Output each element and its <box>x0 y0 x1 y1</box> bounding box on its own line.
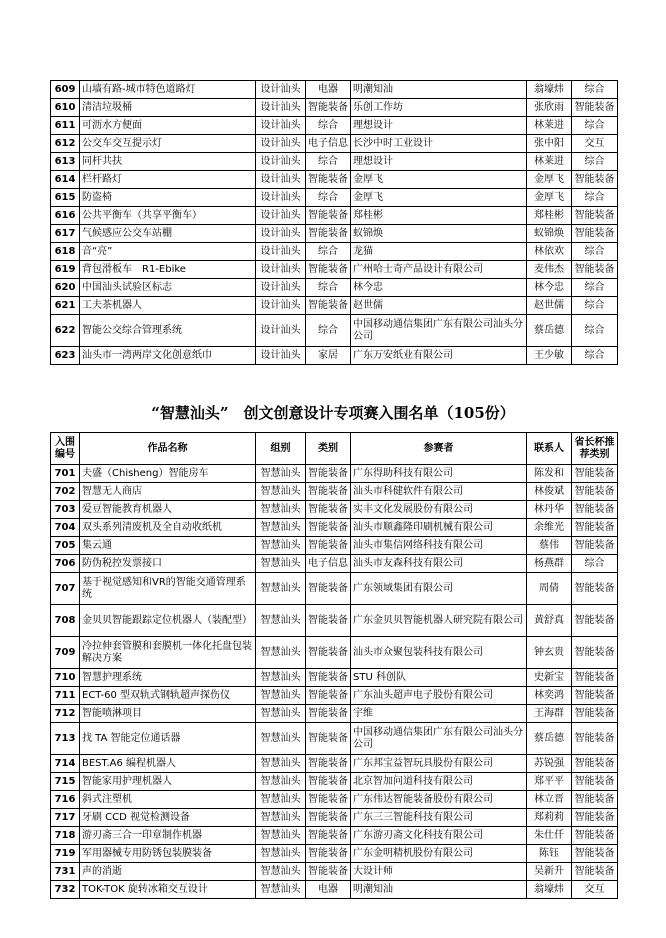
cell-recommendation: 智能装备 <box>572 845 618 863</box>
cell-recommendation: 综合 <box>572 297 618 315</box>
cell-num: 619 <box>51 261 80 279</box>
cell-recommendation: 交互 <box>572 135 618 153</box>
cell-name: 防盗椅 <box>80 189 256 207</box>
table-row <box>51 519 618 537</box>
table-row <box>51 153 618 171</box>
table-row <box>51 881 618 899</box>
cell-group: 智慧汕头 <box>256 537 306 555</box>
cell-num: 623 <box>51 347 80 365</box>
cell-name: 智能喷淋项目 <box>80 705 256 723</box>
cell-name: 声的消逝 <box>80 863 256 881</box>
cell-contact: 金厚飞 <box>527 189 572 207</box>
table-row <box>51 225 618 243</box>
cell-participant: 汕头市科健软件有限公司 <box>351 483 527 501</box>
header-category: 类别 <box>306 433 351 465</box>
cell-group: 智慧汕头 <box>256 501 306 519</box>
cell-num: 620 <box>51 279 80 297</box>
cell-num: 621 <box>51 297 80 315</box>
cell-participant: 广东金明精机股份有限公司 <box>351 845 527 863</box>
table-row <box>51 483 618 501</box>
cell-num: 710 <box>51 669 80 687</box>
cell-group: 智慧汕头 <box>256 555 306 573</box>
cell-recommendation: 智能装备 <box>572 261 618 279</box>
cell-name: 公共平衡车（共享平衡车） <box>80 207 256 225</box>
cell-group: 设计汕头 <box>256 225 306 243</box>
cell-participant: 广东得助科技有限公司 <box>351 465 527 483</box>
header-name: 作品名称 <box>80 433 256 465</box>
table-row <box>51 297 618 315</box>
cell-participant: 赵世儒 <box>351 297 527 315</box>
cell-contact: 麦伟杰 <box>527 261 572 279</box>
cell-participant: 理想设计 <box>351 117 527 135</box>
cell-name: 防伪税控发票接口 <box>80 555 256 573</box>
cell-category: 综合 <box>306 243 351 261</box>
cell-group: 设计汕头 <box>256 279 306 297</box>
cell-category: 智能装备 <box>306 863 351 881</box>
cell-recommendation: 智能装备 <box>572 605 618 637</box>
cell-recommendation: 智能装备 <box>572 809 618 827</box>
table-row <box>51 171 618 189</box>
cell-name: 智能公交综合管理系统 <box>80 315 256 347</box>
cell-contact: 林今忠 <box>527 279 572 297</box>
cell-num: 615 <box>51 189 80 207</box>
cell-participant: 金厚飞 <box>351 189 527 207</box>
cell-contact: 王海群 <box>527 705 572 723</box>
cell-category: 智能装备 <box>306 773 351 791</box>
cell-recommendation: 智能装备 <box>572 723 618 755</box>
cell-contact: 翁壕炜 <box>527 81 572 99</box>
section-title: “智慧汕头” 创文创意设计专项赛入围名单（105份） <box>151 404 515 422</box>
cell-participant: 金厚飞 <box>351 171 527 189</box>
cell-name: 工夫茶机器人 <box>80 297 256 315</box>
table-row <box>51 669 618 687</box>
table-row <box>51 605 618 637</box>
cell-num: 614 <box>51 171 80 189</box>
cell-contact: 林莱进 <box>527 153 572 171</box>
cell-contact: 翁壕炜 <box>527 881 572 899</box>
cell-num: 711 <box>51 687 80 705</box>
cell-participant: 实丰文化发展股份有限公司 <box>351 501 527 519</box>
cell-group: 智慧汕头 <box>256 723 306 755</box>
cell-num: 716 <box>51 791 80 809</box>
cell-category: 智能装备 <box>306 225 351 243</box>
table-row <box>51 827 618 845</box>
table-row <box>51 705 618 723</box>
cell-category: 智能装备 <box>306 171 351 189</box>
cell-group: 智慧汕头 <box>256 705 306 723</box>
cell-participant: 广东领域集团有限公司 <box>351 573 527 605</box>
cell-name: 金贝贝智能跟踪定位机器人（装配型） <box>80 605 256 637</box>
cell-category: 智能装备 <box>306 605 351 637</box>
cell-category: 智能装备 <box>306 809 351 827</box>
cell-num: 709 <box>51 637 80 669</box>
shortlist-table-design-shantou <box>50 80 618 365</box>
cell-category: 电器 <box>306 881 351 899</box>
cell-name: 爱豆智能教育机器人 <box>80 501 256 519</box>
cell-num: 611 <box>51 117 80 135</box>
cell-contact: 朱仕仟 <box>527 827 572 845</box>
table-row <box>51 207 618 225</box>
table-row <box>51 347 618 365</box>
cell-category: 智能装备 <box>306 687 351 705</box>
cell-name: 夫盛（Chisheng）智能房车 <box>80 465 256 483</box>
cell-participant: 广东邦宝益智玩具股份有限公司 <box>351 755 527 773</box>
table-row <box>51 99 618 117</box>
cell-name: BEST.A6 编程机器人 <box>80 755 256 773</box>
cell-num: 732 <box>51 881 80 899</box>
cell-participant: 汕头市顺鑫隆印刷机械有限公司 <box>351 519 527 537</box>
table-row <box>51 501 618 519</box>
cell-participant: 龙猫 <box>351 243 527 261</box>
cell-contact: 赵世儒 <box>527 297 572 315</box>
cell-contact: 林丹华 <box>527 501 572 519</box>
cell-group: 设计汕头 <box>256 347 306 365</box>
cell-category: 综合 <box>306 279 351 297</box>
cell-group: 智慧汕头 <box>256 773 306 791</box>
table-row <box>51 135 618 153</box>
table-header-row <box>51 433 618 465</box>
cell-recommendation: 智能装备 <box>572 705 618 723</box>
cell-recommendation: 综合 <box>572 189 618 207</box>
cell-category: 综合 <box>306 117 351 135</box>
cell-num: 707 <box>51 573 80 605</box>
cell-num: 715 <box>51 773 80 791</box>
cell-recommendation: 智能装备 <box>572 791 618 809</box>
cell-participant: 宇维 <box>351 705 527 723</box>
cell-category: 电子信息 <box>306 555 351 573</box>
cell-num: 717 <box>51 809 80 827</box>
cell-recommendation: 智能装备 <box>572 537 618 555</box>
cell-category: 智能装备 <box>306 705 351 723</box>
table-row <box>51 279 618 297</box>
cell-participant: 广东金贝贝智能机器人研究院有限公司 <box>351 605 527 637</box>
cell-category: 智能装备 <box>306 297 351 315</box>
cell-group: 设计汕头 <box>256 261 306 279</box>
cell-num: 718 <box>51 827 80 845</box>
cell-recommendation: 智能装备 <box>572 773 618 791</box>
cell-num: 712 <box>51 705 80 723</box>
cell-category: 智能装备 <box>306 827 351 845</box>
cell-contact: 陈钰 <box>527 845 572 863</box>
cell-participant: 郑桂彬 <box>351 207 527 225</box>
cell-group: 智慧汕头 <box>256 863 306 881</box>
cell-contact: 苏锐强 <box>527 755 572 773</box>
table-row <box>51 863 618 881</box>
cell-category: 智能装备 <box>306 845 351 863</box>
cell-contact: 黄舒真 <box>527 605 572 637</box>
cell-participant: 明潮知汕 <box>351 81 527 99</box>
shortlist-table-smart-shantou <box>50 432 618 899</box>
cell-name: 汕头市一湾两岸文化创意纸巾 <box>80 347 256 365</box>
cell-num: 609 <box>51 81 80 99</box>
cell-group: 智慧汕头 <box>256 519 306 537</box>
table-row <box>51 537 618 555</box>
cell-participant: 长沙中时工业设计 <box>351 135 527 153</box>
cell-recommendation: 智能装备 <box>572 637 618 669</box>
cell-participant: STU 科创队 <box>351 669 527 687</box>
cell-name: 中国汕头试验区标志 <box>80 279 256 297</box>
cell-num: 610 <box>51 99 80 117</box>
cell-name: 山墙有路-城市特色道路灯 <box>80 81 256 99</box>
cell-group: 智慧汕头 <box>256 637 306 669</box>
cell-name: 冷拉伸套管膜和套膜机一体化托盘包装解决方案 <box>80 637 256 669</box>
cell-recommendation: 智能装备 <box>572 171 618 189</box>
cell-recommendation: 智能装备 <box>572 863 618 881</box>
cell-category: 智能装备 <box>306 261 351 279</box>
cell-participant: 广东伟达智能装备股份有限公司 <box>351 791 527 809</box>
cell-num: 703 <box>51 501 80 519</box>
cell-participant: 中国移动通信集团广东有限公司汕头分公司 <box>351 315 527 347</box>
cell-participant: 广东汕头超声电子股份有限公司 <box>351 687 527 705</box>
cell-contact: 张欣雨 <box>527 99 572 117</box>
cell-group: 设计汕头 <box>256 153 306 171</box>
cell-name: 找 TA 智能定位通话器 <box>80 723 256 755</box>
cell-group: 智慧汕头 <box>256 605 306 637</box>
cell-group: 设计汕头 <box>256 297 306 315</box>
cell-name: 智慧护理系统 <box>80 669 256 687</box>
cell-group: 设计汕头 <box>256 81 306 99</box>
cell-name: 双头系列清废机及全自动收纸机 <box>80 519 256 537</box>
cell-recommendation: 综合 <box>572 555 618 573</box>
cell-contact: 林莱进 <box>527 117 572 135</box>
table-row <box>51 261 618 279</box>
cell-group: 设计汕头 <box>256 189 306 207</box>
cell-recommendation: 智能装备 <box>572 755 618 773</box>
cell-group: 设计汕头 <box>256 243 306 261</box>
header-participant: 参赛者 <box>351 433 527 465</box>
cell-name: 集云通 <box>80 537 256 555</box>
cell-group: 智慧汕头 <box>256 881 306 899</box>
cell-num: 705 <box>51 537 80 555</box>
cell-name: 音“亮” <box>80 243 256 261</box>
table-row <box>51 315 618 347</box>
cell-name: 基于视觉感知和VR的智能交通管理系统 <box>80 573 256 605</box>
cell-group: 智慧汕头 <box>256 465 306 483</box>
table-row <box>51 845 618 863</box>
cell-participant: 汕头市友森科技有限公司 <box>351 555 527 573</box>
cell-contact: 余维光 <box>527 519 572 537</box>
cell-group: 智慧汕头 <box>256 791 306 809</box>
cell-name: TOK-TOK 旋转冰箱交互设计 <box>80 881 256 899</box>
cell-name: 智能家用护理机器人 <box>80 773 256 791</box>
header-num: 入围编号 <box>51 433 80 465</box>
cell-participant: 汕头市众聚包装科技有限公司 <box>351 637 527 669</box>
cell-recommendation: 综合 <box>572 117 618 135</box>
cell-recommendation: 综合 <box>572 279 618 297</box>
cell-participant: 中国移动通信集团广东有限公司汕头分公司 <box>351 723 527 755</box>
cell-participant: 广东万安纸业有限公司 <box>351 347 527 365</box>
cell-category: 电子信息 <box>306 135 351 153</box>
cell-contact: 吴新升 <box>527 863 572 881</box>
cell-participant: 广东三三智能科技有限公司 <box>351 809 527 827</box>
cell-group: 智慧汕头 <box>256 755 306 773</box>
cell-category: 智能装备 <box>306 755 351 773</box>
cell-recommendation: 智能装备 <box>572 99 618 117</box>
cell-num: 714 <box>51 755 80 773</box>
cell-name: 背包滑板车 R1-Ebike <box>80 261 256 279</box>
cell-recommendation: 综合 <box>572 243 618 261</box>
cell-recommendation: 交互 <box>572 881 618 899</box>
cell-num: 702 <box>51 483 80 501</box>
cell-category: 综合 <box>306 189 351 207</box>
cell-recommendation: 智能装备 <box>572 827 618 845</box>
cell-category: 智能装备 <box>306 791 351 809</box>
cell-contact: 林依欢 <box>527 243 572 261</box>
cell-group: 智慧汕头 <box>256 827 306 845</box>
cell-num: 706 <box>51 555 80 573</box>
table-row <box>51 573 618 605</box>
cell-contact: 张中阳 <box>527 135 572 153</box>
table-row <box>51 773 618 791</box>
table-row <box>51 555 618 573</box>
cell-name: 军用器械专用防锈包装膜装备 <box>80 845 256 863</box>
cell-participant: 林今忠 <box>351 279 527 297</box>
cell-category: 综合 <box>306 153 351 171</box>
cell-group: 智慧汕头 <box>256 809 306 827</box>
cell-name: 清洁垃圾桶 <box>80 99 256 117</box>
cell-contact: 郑莉莉 <box>527 809 572 827</box>
cell-name: 栏杆路灯 <box>80 171 256 189</box>
table-row <box>51 637 618 669</box>
table-row <box>51 809 618 827</box>
cell-group: 设计汕头 <box>256 171 306 189</box>
cell-participant: 理想设计 <box>351 153 527 171</box>
cell-recommendation: 智能装备 <box>572 483 618 501</box>
cell-contact: 金厚飞 <box>527 171 572 189</box>
cell-contact: 郑桂彬 <box>527 207 572 225</box>
cell-participant: 明潮知汕 <box>351 881 527 899</box>
cell-contact: 郑平平 <box>527 773 572 791</box>
cell-recommendation: 综合 <box>572 315 618 347</box>
cell-participant: 大设计师 <box>351 863 527 881</box>
cell-num: 613 <box>51 153 80 171</box>
cell-recommendation: 智能装备 <box>572 669 618 687</box>
cell-category: 智能装备 <box>306 637 351 669</box>
cell-group: 智慧汕头 <box>256 483 306 501</box>
cell-contact: 蚁锦焕 <box>527 225 572 243</box>
cell-recommendation: 智能装备 <box>572 687 618 705</box>
cell-num: 612 <box>51 135 80 153</box>
cell-name: 智慧无人商店 <box>80 483 256 501</box>
header-group: 组别 <box>256 433 306 465</box>
cell-category: 智能装备 <box>306 519 351 537</box>
cell-contact: 陈发和 <box>527 465 572 483</box>
cell-recommendation: 智能装备 <box>572 207 618 225</box>
cell-group: 设计汕头 <box>256 135 306 153</box>
cell-recommendation: 智能装备 <box>572 225 618 243</box>
cell-recommendation: 综合 <box>572 153 618 171</box>
cell-name: 游刃斋三合一印章制作机器 <box>80 827 256 845</box>
cell-recommendation: 智能装备 <box>572 519 618 537</box>
cell-category: 电器 <box>306 81 351 99</box>
cell-recommendation: 智能装备 <box>572 465 618 483</box>
cell-category: 智能装备 <box>306 501 351 519</box>
header-contact: 联系人 <box>527 433 572 465</box>
cell-category: 综合 <box>306 315 351 347</box>
cell-group: 设计汕头 <box>256 315 306 347</box>
cell-category: 智能装备 <box>306 573 351 605</box>
cell-num: 708 <box>51 605 80 637</box>
cell-contact: 杨燕群 <box>527 555 572 573</box>
table-row <box>51 81 618 99</box>
cell-contact: 蔡岳德 <box>527 315 572 347</box>
cell-name: 气候感应公交车站棚 <box>80 225 256 243</box>
cell-contact: 王少敏 <box>527 347 572 365</box>
cell-num: 701 <box>51 465 80 483</box>
cell-num: 622 <box>51 315 80 347</box>
cell-group: 智慧汕头 <box>256 687 306 705</box>
cell-participant: 蚁锦焕 <box>351 225 527 243</box>
cell-num: 617 <box>51 225 80 243</box>
cell-group: 设计汕头 <box>256 99 306 117</box>
cell-contact: 林立晋 <box>527 791 572 809</box>
table-row <box>51 755 618 773</box>
table-row <box>51 117 618 135</box>
cell-group: 智慧汕头 <box>256 669 306 687</box>
cell-category: 智能装备 <box>306 465 351 483</box>
cell-num: 731 <box>51 863 80 881</box>
cell-recommendation: 智能装备 <box>572 573 618 605</box>
cell-name: ECT-60 型双轨式钢轨超声探伤仪 <box>80 687 256 705</box>
cell-name: 同杆共扶 <box>80 153 256 171</box>
cell-name: 可沥水方便面 <box>80 117 256 135</box>
cell-name: 斜式注塑机 <box>80 791 256 809</box>
cell-group: 智慧汕头 <box>256 573 306 605</box>
cell-category: 家居 <box>306 347 351 365</box>
cell-name: 牙刷 CCD 视觉检测设备 <box>80 809 256 827</box>
cell-participant: 汕头市集信网络科技有限公司 <box>351 537 527 555</box>
cell-category: 智能装备 <box>306 99 351 117</box>
cell-category: 智能装备 <box>306 483 351 501</box>
cell-participant: 广东游刃斋文化科技有限公司 <box>351 827 527 845</box>
cell-contact: 蔡伟 <box>527 537 572 555</box>
table-row <box>51 687 618 705</box>
cell-group: 设计汕头 <box>256 207 306 225</box>
cell-contact: 周倩 <box>527 573 572 605</box>
table-row <box>51 243 618 261</box>
table-row <box>51 189 618 207</box>
cell-category: 智能装备 <box>306 723 351 755</box>
cell-category: 智能装备 <box>306 207 351 225</box>
cell-num: 616 <box>51 207 80 225</box>
cell-contact: 蔡岳德 <box>527 723 572 755</box>
cell-contact: 林奕鸿 <box>527 687 572 705</box>
header-recommendation: 省长杯推荐类别 <box>572 433 618 465</box>
cell-num: 704 <box>51 519 80 537</box>
cell-group: 智慧汕头 <box>256 845 306 863</box>
cell-category: 智能装备 <box>306 669 351 687</box>
cell-num: 713 <box>51 723 80 755</box>
cell-recommendation: 综合 <box>572 81 618 99</box>
cell-participant: 乐创工作坊 <box>351 99 527 117</box>
cell-contact: 史新宝 <box>527 669 572 687</box>
table-row <box>51 791 618 809</box>
cell-num: 719 <box>51 845 80 863</box>
cell-group: 设计汕头 <box>256 117 306 135</box>
cell-name: 公交车交互提示灯 <box>80 135 256 153</box>
cell-category: 智能装备 <box>306 537 351 555</box>
cell-recommendation: 综合 <box>572 347 618 365</box>
table-row <box>51 723 618 755</box>
cell-contact: 钟玄贵 <box>527 637 572 669</box>
cell-recommendation: 智能装备 <box>572 501 618 519</box>
cell-num: 618 <box>51 243 80 261</box>
cell-participant: 广州哈士奇产品设计有限公司 <box>351 261 527 279</box>
cell-participant: 北京智加问道科技有限公司 <box>351 773 527 791</box>
table-row <box>51 465 618 483</box>
cell-contact: 林俊斌 <box>527 483 572 501</box>
